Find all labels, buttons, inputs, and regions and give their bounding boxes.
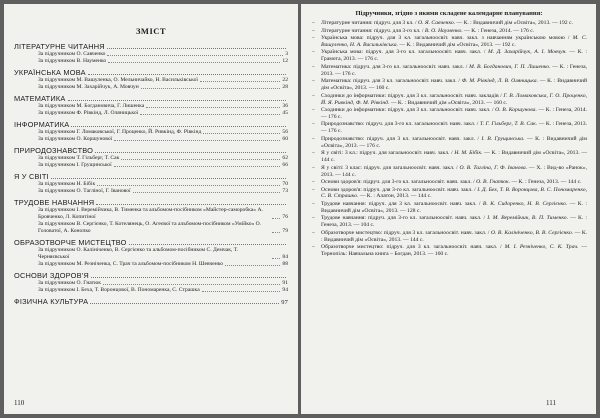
reference-authors: В. К. Сидоренко, Н. В. Сергієнко. [482,200,568,207]
reference-item [311,28,587,35]
toc-entry-page: 91 [282,280,288,286]
toc-section [14,297,288,307]
reference-publisher: — К. : Генеза, 2014. — 176 с. [321,107,587,120]
toc-section-heading [14,271,288,280]
reference-item [311,201,587,215]
dot-leader [203,133,280,134]
toc-section [14,120,288,143]
left-page-number: 110 [14,399,25,407]
toc-entry-page: 84 [282,254,288,260]
reference-title: Основи здоров'я: підруч. для 3-го кл. загальноосвіт. навч. закл. / [321,186,478,193]
reference-publisher: — К. : Видавничий дім «Освіта», 2013. — 176 с. [321,135,587,149]
dot-leader [91,277,286,278]
dot-leader [71,126,286,127]
reference-publisher: — К. : Видавничий дім «Освіта», 2013. — 144 с. [321,229,587,243]
toc-entry-page: 45 [282,110,288,116]
dot-leader [272,218,280,219]
toc-heading-text: Я У СВІТІ [14,172,49,181]
toc-entry-text: За підручником І. Беха, Т. Воронцової, В. Пономаренка, С. Страшка [38,287,200,293]
toc-entry-page: 73 [282,188,288,194]
reference-authors: І. М. Веремійчик, В. П. Тименко. [487,215,569,222]
toc-heading-text: МАТЕМАТИКА [14,94,66,103]
toc-entry [14,51,288,58]
reference-publisher: — К. : Алатон, 2013. — 144 с. [358,193,432,200]
table-of-contents [14,42,288,307]
reference-authors: Ф. М. Рівкінд, Л. В. Оляницька. [461,78,539,85]
toc-section-heading [14,238,288,247]
toc-section-heading [14,68,288,77]
toc-heading-text: ПРИРОДОЗНАВСТВО [14,146,94,155]
toc-heading-text: ЛІТЕРАТУРНЕ ЧИТАННЯ [14,42,105,51]
dot-leader [68,100,286,101]
toc-entry [14,207,288,221]
toc-entry [14,287,288,294]
dot-leader [114,140,280,141]
toc-entry [14,136,288,143]
toc-entry [14,188,288,195]
reference-title: Трудове навчання: підруч. для 3-го кл. загальноосвіт. навч. закл. / [321,215,488,222]
dot-leader [140,114,280,115]
toc-entry-page: 22 [282,77,288,83]
toc-entry-page: 3 [285,51,288,57]
reference-title: Основи здоров'я: підруч. для 3-го кл. загальноосвіт. навч. закл. / [321,179,477,186]
toc-entry-page: 70 [282,181,288,187]
reference-item [311,49,587,63]
reference-authors: Т. Г. Гільберг, Т. В. Сак. [479,121,538,128]
reference-title: Природознавство: підруч. для 3-го кл. загальноосвіт. навч. закл. / [321,121,480,128]
toc-entry-text: За підручником В. Науменко [38,58,107,64]
reference-title: Трудове навчання: підруч. для 3 кл. загальноосвіт. навч. закл. / [321,200,483,207]
dot-leader [202,291,281,292]
toc-entry-text: За підручником Н. Бібік [38,181,96,187]
toc-entry-page: 28 [282,84,288,90]
toc-section [14,238,288,268]
dot-leader [200,81,280,82]
toc-entry-text: За підручником О. Тагліної, Г. Іванової [38,188,131,194]
reference-publisher: — К. : Грамота, 2013. — 176 с. [321,49,587,63]
reference-item [311,78,587,92]
reference-item [311,64,587,78]
toc-entry [14,162,288,169]
reference-item [311,136,587,150]
dot-leader [146,107,280,108]
toc-section-heading [14,198,288,207]
toc-entry [14,155,288,162]
toc-entry [14,247,288,261]
toc-entry-text: За підручником О. Гнатюк [38,280,101,286]
toc-entry-text: За підручником О. Калініченко, В. Сергієнко та альбомом-посібником С. Демчак, Т. Черняєвської [38,247,238,260]
toc-section-heading [14,172,288,181]
toc-entry [14,280,288,287]
left-page [4,4,298,414]
toc-entry-text: За підручником М. Захарійчук, А. Мовчун [38,84,139,90]
toc-entry-page: 76 [282,214,288,220]
toc-heading-text: ІНФОРМАТИКА [14,120,70,129]
reference-publisher: — К. : Генеза, 2013. — 104 с. [321,215,587,229]
toc-section [14,198,288,235]
reference-authors: Г. В. Ломаковська, Г. О. Проценко, Й. Я. Ривкінд, Ф. М. Рівкінд. [321,92,587,106]
toc-entry [14,221,288,235]
reference-authors: І. В. Грущинська. [481,135,525,142]
reference-publisher: — К. : Видавничий дім «Освіта», 2013. — 128 с. [321,200,587,214]
toc-section [14,94,288,117]
reference-item [311,20,587,27]
toc-entry [14,58,288,65]
toc-section-heading [14,146,288,155]
references-list [311,20,587,258]
toc-entry [14,129,288,136]
reference-authors: В. О. Науменко. [424,27,463,34]
reference-publisher: — Тернопіль: Навчальна книга – Богдан, 2013. — 160 с. [321,244,587,258]
toc-entry-page: 94 [282,287,288,293]
dot-leader [97,185,280,186]
dot-leader [133,192,281,193]
reference-item [311,215,587,229]
reference-item [311,165,587,179]
reference-publisher: — К. : Генеза, 2013. — 176 с. [321,121,587,135]
toc-title: ЗМІСТ [135,26,167,36]
toc-section [14,271,288,294]
toc-entry-page: 79 [282,228,288,234]
reference-title: Математика: підруч. для 3-го кл. загальноосвіт. навч. закл. / [321,63,470,70]
reference-publisher: — К. : Генеза, 2013. — 176 с. [321,63,587,77]
reference-title: Математика: підруч. для 3 кл. загальноосвіт. навч. закл. / [321,78,462,85]
reference-authors: О. Я. Савченко. [417,20,456,26]
toc-entry-page: 56 [282,129,288,135]
reference-authors: О. В. Тагліна, Г. Ф. Іванова. [459,164,528,171]
reference-item [311,230,587,244]
reference-title: Літературне читання: підруч. для 3 кл. / [321,20,418,26]
reference-authors: Н. М. Бібік. [454,150,483,157]
reference-publisher: — Х. : Вид-во «Ранок», 2013. — 144 с. [321,164,587,178]
toc-entry-text: За підручником Ф. Рівкінд, Л. Оляницької [38,110,139,116]
toc-heading-text: ТРУДОВЕ НАВЧАННЯ [14,198,95,207]
reference-title: Сходинки до інформатики: підруч. для 3 кл. загальноосвіт. навч. закл. / [321,107,496,114]
reference-publisher: — К. : Видавничий дім «Освіта», 2013. — 192 с. [455,20,573,26]
reference-item [311,93,587,107]
reference-authors: І. Д. Бех, Т. В. Воронцова, В. С. Пономаренко, С. В. Страшко. [321,186,587,200]
reference-publisher: — К. : Видавничий дім «Освіта», 2013. — 160 с. [389,99,508,106]
toc-entry-page: 88 [282,261,288,267]
toc-entry [14,261,288,268]
toc-section-heading [14,94,288,103]
reference-authors: О. В. Гнатюк. [476,179,511,186]
reference-title: Образотворче мистецтво: підруч. для 3 кл. загальноосвіт. навч. закл. / [321,229,491,236]
toc-entry-page: 60 [282,136,288,142]
reference-authors: М. В. Богданович, Г. П. Лишенко. [469,63,551,70]
toc-entry-text: За підручником І. Веремійчика, В. Тименка та альбомом-посібником «Майстер-саморобка» А. Бровченко, Л. Копитіної [38,207,263,220]
dot-leader [51,178,286,179]
reference-item [311,244,587,258]
toc-entry-text: За підручником М. Резніченка, С. Трач та альбомом-посібником Н. Шевченко [38,261,223,267]
toc-heading-text: УКРАЇНСЬКА МОВА [14,68,86,77]
dot-leader [114,166,281,167]
toc-entry-text: За підручником Г. Ломаковської, Г. Проценко, Й. Ривкінд, Ф. Рівкінд [38,129,202,135]
reference-publisher: — К. : Генеза, 2014. — 176 с. [462,27,535,34]
toc-section [14,146,288,169]
right-page [301,4,596,414]
toc-heading-text: ОСНОВИ ЗДОРОВ'Я [14,271,89,280]
toc-section [14,42,288,65]
reference-item [311,121,587,135]
reference-item [311,179,587,186]
dot-leader [96,204,286,205]
toc-section-heading [14,297,288,307]
toc-entry-page: 12 [282,58,288,64]
dot-leader [141,88,281,89]
toc-entry [14,103,288,110]
dot-leader [272,232,280,233]
toc-entry-text: За підручником М. Вашуленка, О. Мельничайко, Н. Васильківської [38,77,198,83]
toc-section-heading [14,42,288,51]
dot-leader [95,152,286,153]
toc-entry-text: За підручником М. Богдановича, Г. Лишенка [38,103,145,109]
reference-title: Сходинки до інформатики: підруч. для 3 кл. загальноосвіт. навч. закладів / [321,92,504,99]
right-page-number: 111 [546,399,556,407]
toc-entry [14,181,288,188]
toc-entry-text: За підручником О. Савченко [38,51,106,57]
reference-authors: М. І. Резніченко, С. К. Трач. [504,244,579,251]
toc-heading-page: 97 [281,299,288,306]
reference-title: Українська мова: підруч. для 3 кл. загальноосвіт. навч. закл. з навчанням українською мовою / [321,35,573,41]
toc-entry-page: 66 [282,162,288,168]
reference-publisher: — К. : Генеза, 2013. — 144 с. [510,179,582,186]
dot-leader [272,258,280,259]
dot-leader [107,55,283,56]
reference-item [311,150,587,164]
toc-entry-page: 36 [282,103,288,109]
reference-title: Я у світі: 3 клас: підруч. для загальноосвіт. навч. закл. / [321,164,460,171]
toc-entry-text: За підручником Т. Гільберг, Т. Сак [38,155,120,161]
reference-authors: М. Д. Захарійчук, А. І. Мовчун. [488,49,567,56]
reference-item [311,187,587,201]
toc-entry [14,110,288,117]
toc-entry [14,77,288,84]
toc-entry-text: За підручником І. Грущинської [38,162,112,168]
reference-publisher: — К. : Видавничий дім «Освіта», 2013. — 192 с. [398,41,516,48]
reference-title: Образотворче мистецтво: підруч. для 3 кл. загальноосвіт. навч. закл. / [321,244,505,251]
dot-leader [103,284,280,285]
toc-entry-text: За підручником О. Коршунової [38,136,113,142]
dot-leader [107,48,286,49]
reference-authors: М. С. Вашуленко, Н. А. Васильківська. [321,35,587,48]
reference-authors: О. В. Коршунова. [495,107,537,114]
dot-leader [225,265,280,266]
toc-section [14,172,288,195]
toc-heading-text: ОБРАЗОТВОРЧЕ МИСТЕЦТВО [14,238,127,247]
reference-item [311,107,587,121]
toc-section-heading [14,120,288,129]
toc-entry-text: За підручником В. Сергієнко, Т. Котелянець, О. Агеєвої та альбомом-посібником «Умійко» О. Головатої, А. Конопко [38,221,262,234]
toc-heading-text: ФІЗИЧНА КУЛЬТУРА [14,297,89,306]
dot-leader [129,244,286,245]
dot-leader [90,303,279,304]
reference-title: Літературне читання: підруч. для 3-го кл. / [321,27,425,34]
dot-leader [121,159,280,160]
reference-item [311,35,587,49]
dot-leader [88,74,286,75]
reference-title: Природознавство: підруч. для 3 кл. загальноосвіт. навч. закл. / [321,135,482,142]
reference-title: Я у світі: 3 кл.: підруч. для загальноосвіт. навч. закл. / [321,150,455,157]
toc-entry-page: 62 [282,155,288,161]
reference-publisher: — К. : Видавничий дім «Освіта», 2013. — 144 с. [321,150,588,164]
dot-leader [108,62,280,63]
toc-entry [14,84,288,91]
toc-section [14,68,288,91]
references-title: Підручники, згідно з якими складене календарне планування: [355,10,543,17]
reference-title: Українська мова: підруч. для 3-го кл. загальноосвіт. навч. закл. / [321,49,488,56]
reference-authors: О. В. Калініченко, В. В. Сергієнко. [490,229,574,236]
reference-publisher: — К. : Видавничий дім «Освіта», 2013. — 160 с. [321,78,588,92]
